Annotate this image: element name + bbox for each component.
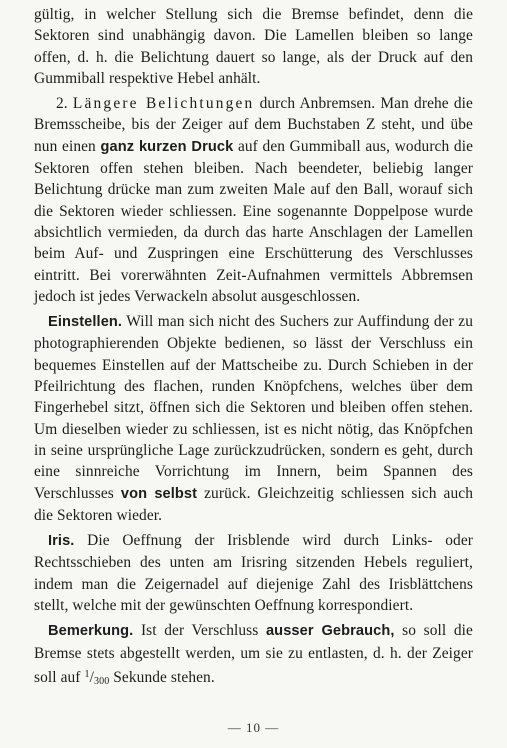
fraction-denominator: 300 bbox=[94, 675, 110, 687]
paragraph-focusing bbox=[34, 311, 473, 526]
fraction-numerator: 1 bbox=[84, 668, 90, 680]
page-number: — 10 — bbox=[227, 720, 280, 735]
paragraph-longer-exposures bbox=[34, 93, 473, 307]
emphasis-text: von selbst bbox=[120, 485, 198, 502]
paragraph-text: gültig, in welcher Stellung sich die Bremse befindet, denn die Sektoren sind unabhängig davon. Die Lamellen bleiben so lange offen, d. h. die Belichtung dauert so lange, als der Druck auf den Gummiball respektive Hebel anhält. bbox=[34, 6, 473, 87]
paragraph-text: Sekunde stehen. bbox=[113, 668, 215, 686]
section-number: 2. bbox=[56, 95, 68, 113]
section-heading: Längere Belichtungen bbox=[72, 95, 255, 113]
section-heading: Einstellen. bbox=[48, 314, 123, 331]
paragraph-iris bbox=[34, 530, 473, 616]
paragraph-text: so soll die Bremse stets abgestellt werden, um sie zu entlasten, d. h. der Zeiger soll auf bbox=[34, 622, 473, 686]
paragraph-continuation bbox=[34, 4, 473, 89]
paragraph-text: Die Oeffnung der Irisblende wird durch Links- oder Rechtsschieben des unten am Irisring sitzenden Hebels reguliert, indem man die Zeigernadel auf diejenige Zahl des Irisblättchens stellt, welche mit der gewünschten Oeffnung korrespondiert. bbox=[34, 532, 473, 615]
fraction: $^1$/300 bbox=[84, 668, 110, 687]
paragraph-remark bbox=[34, 620, 473, 692]
paragraph-text: auf den Gummiball aus, wodurch die Sektoren offen stehen bleiben. Nach beendeter, beliebig langer Belichtung drücke man zum zweiten Male auf den Ball, worauf sich die Sektoren wieder schliessen. Eine sogenannte Doppelpose wurde absichtlich vermieden, da durch das harte Anschlagen der Lamellen beim Auf- und Zuspringen eine Erschütterung des Verschlusses eintritt. Bei vorerwähnten Zeit-Aufnahmen vermittels Abbremsen jedoch ist jedes Verwackeln absolut ausgeschlossen. bbox=[34, 137, 473, 305]
section-heading: Iris. bbox=[48, 533, 75, 550]
emphasis-text: ganz kurzen Druck bbox=[100, 138, 234, 155]
paragraph-text: Ist der Verschluss bbox=[140, 622, 259, 640]
paragraph-text: Will man sich nicht des Suchers zur Auffindung der zu photographierenden Objekte bedienen, so lässt der Verschluss ein bequemes Einstellen auf der Mattscheibe zu. Durch Schieben in der Pfeilrichtung des flachen, runden Knöpfchens, welches über dem Fingerhebel sitzt, öffnen sich die Sektoren und bleiben offen stehen. Um dieselben wieder zu schliessen, ist es nicht nötig, das Knöpfchen in seine ursprüngliche Lage zurückzudrücken, sondern es geht, durch eine sinnreiche Vorrichtung im Innern, beim Spannen des Verschlusses bbox=[34, 313, 473, 502]
emphasis-text: ausser Gebrauch, bbox=[265, 623, 395, 640]
body-text bbox=[34, 4, 473, 692]
paragraph-text: durch Anbremsen. Man drehe die Bremsscheibe, bis der Zeiger auf dem Buchstaben Z steht, und übe nun einen bbox=[34, 95, 473, 155]
paragraph-text: zurück. Gleichzeitig schliessen sich auch die Sektoren wieder. bbox=[34, 484, 474, 524]
section-heading: Bemerkung. bbox=[48, 623, 134, 640]
